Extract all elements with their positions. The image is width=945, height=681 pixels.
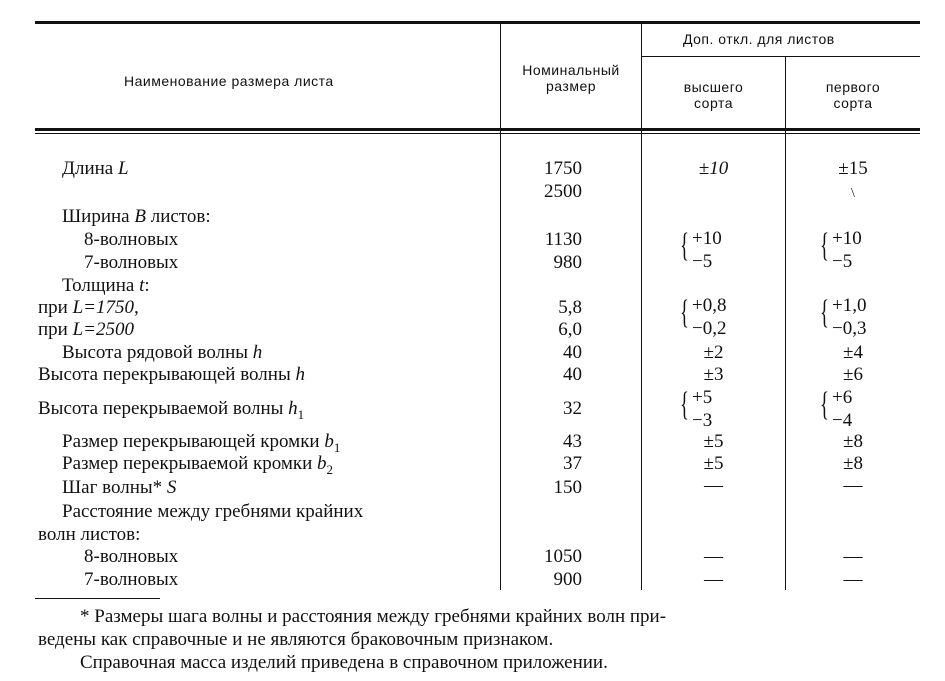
length-top: ±10 <box>698 158 729 179</box>
col-divider-3 <box>785 56 786 590</box>
row-d8-label: 8-волновых <box>84 546 179 567</box>
wave-under-first-plus: +6 <box>832 387 853 408</box>
row-t2-label: при L=2500 <box>38 319 134 340</box>
row-edge-under-label: Размер перекрываемой кромки $b_2$ <box>62 453 334 477</box>
header-name: Наименование размера листа <box>124 73 334 89</box>
row-wave-under-label: Высота перекрываемой волны $h_1$ <box>38 398 305 422</box>
w8-nominal: 1130 <box>544 229 582 250</box>
header-first-grade-line1: первого <box>825 79 881 95</box>
length-nominal-2: 2500 <box>544 181 582 202</box>
wave-under-first-values <box>832 388 852 430</box>
edge-over-nominal: 43 <box>563 431 582 452</box>
w7-nominal: 980 <box>553 252 582 273</box>
header-bottom-rule-2 <box>35 133 920 134</box>
header-first-grade <box>786 79 920 111</box>
row-distance-label-1: Расстояние между гребнями крайних <box>62 501 364 522</box>
width-first-plus: +10 <box>832 228 862 249</box>
footnote-1-line-2: ведены как справочные и не являются браковочным признаком. <box>38 629 554 650</box>
wave-row-nominal: 40 <box>563 342 582 363</box>
row-distance-label-2: волн листов: <box>38 524 141 545</box>
footnote-1-line-1: * Размеры шага волны и расстояния между гребнями крайних волн при- <box>80 606 667 627</box>
row-width-label: Ширина B листов: <box>62 206 211 227</box>
d8-nominal: 1050 <box>544 546 582 567</box>
wave-over-nominal: 40 <box>563 364 582 385</box>
thick-top-minus: −0,2 <box>692 318 727 339</box>
wave-under-top-brace: { <box>680 386 689 423</box>
width-top-values <box>692 229 722 271</box>
subheader-rule <box>641 56 920 57</box>
edge-over-first: ±8 <box>843 431 863 452</box>
thick-first-plus: +1,0 <box>832 295 867 316</box>
length-first: ±15 <box>838 158 868 179</box>
wave-over-first: ±6 <box>843 364 863 385</box>
header-top-grade-line1: высшего <box>683 79 744 95</box>
wave-row-first: ±4 <box>843 342 863 363</box>
thick-first-values <box>832 296 866 338</box>
d7-nominal: 900 <box>553 569 582 590</box>
width-first-minus: −5 <box>832 251 853 272</box>
wave-under-first-minus: −4 <box>832 410 853 431</box>
header-nominal <box>502 62 640 94</box>
wave-under-first-brace: { <box>820 386 829 423</box>
row-wave-over-label: Высота перекрывающей волны h <box>38 364 305 385</box>
header-nominal-line1: Номинальный <box>522 62 620 78</box>
edge-under-nominal: 37 <box>563 453 582 474</box>
wave-row-top: ±2 <box>703 342 724 363</box>
row-wave-row-label: Высота рядовой волны h <box>62 342 263 363</box>
thick-top-values <box>692 296 726 338</box>
top-rule <box>35 21 920 24</box>
edge-under-top: ±5 <box>703 453 724 474</box>
row-d7-label: 7-волновых <box>84 569 179 590</box>
row-thickness-label: Толщина t: <box>62 275 150 296</box>
row-w8-label: 8-волновых <box>84 229 179 250</box>
wave-over-top: ±3 <box>703 364 724 385</box>
row-w7-label: 7-волновых <box>84 252 179 273</box>
width-top-minus: −5 <box>692 251 713 272</box>
length-first-tick: \ <box>851 186 855 201</box>
wave-under-top-minus: −3 <box>692 410 713 431</box>
wave-under-top-values <box>692 388 712 430</box>
thick-first-minus: −0,3 <box>832 318 867 339</box>
edge-over-top: ±5 <box>703 431 724 452</box>
t1-nominal: 5,8 <box>558 297 582 318</box>
step-nominal: 150 <box>553 477 582 498</box>
footnote-rule <box>35 598 160 599</box>
step-top: — <box>704 475 723 496</box>
edge-under-first: ±8 <box>843 453 863 474</box>
d8-top: — <box>704 546 723 567</box>
wave-under-top-plus: +5 <box>692 387 713 408</box>
row-step-label: Шаг волны* S <box>62 477 177 498</box>
wave-under-nominal: 32 <box>563 398 582 419</box>
row-length-label: Длина L <box>62 158 129 179</box>
width-first-brace: { <box>820 227 829 264</box>
width-first-values <box>832 229 862 271</box>
header-top-grade <box>642 79 785 111</box>
d8-first: — <box>843 546 863 567</box>
header-bottom-rule <box>35 128 920 131</box>
row-t1-label: при L=1750, <box>38 297 139 318</box>
thick-first-brace: { <box>820 294 829 331</box>
d7-top: — <box>704 569 723 590</box>
header-top-grade-line2: сорта <box>694 95 733 111</box>
header-nominal-line2: размер <box>545 78 597 94</box>
col-divider-1 <box>500 22 501 590</box>
row-edge-over-label: Размер перекрывающей кромки $b_1$ <box>62 431 341 455</box>
header-first-grade-line2: сорта <box>833 95 873 111</box>
length-nominal-1: 1750 <box>544 158 582 179</box>
t2-nominal: 6,0 <box>558 319 582 340</box>
step-first: — <box>843 475 863 496</box>
thick-top-plus: +0,8 <box>692 295 727 316</box>
width-top-brace: { <box>680 227 689 264</box>
d7-first: — <box>843 569 863 590</box>
footnote-2: Справочная масса изделий приведена в справочном приложении. <box>80 652 608 673</box>
header-deviation-group: Доп. откл. для листов <box>683 31 835 47</box>
thick-top-brace: { <box>680 294 689 331</box>
width-top-plus: +10 <box>692 228 722 249</box>
